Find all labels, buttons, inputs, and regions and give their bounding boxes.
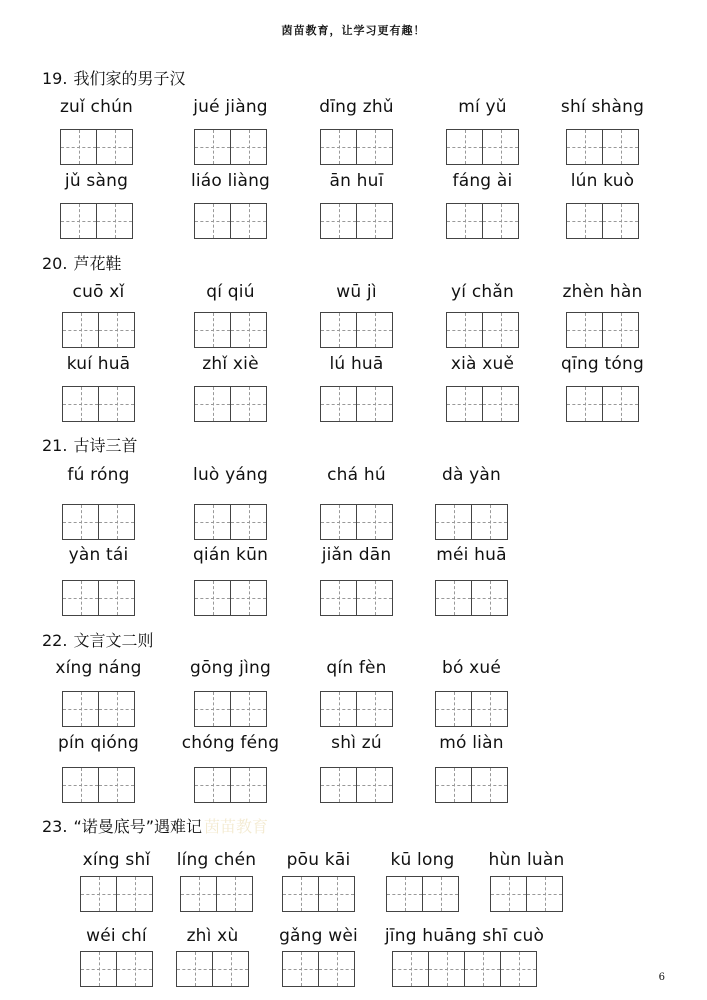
- tianzige-cell[interactable]: [195, 691, 231, 727]
- tianzige-cell[interactable]: [483, 203, 519, 239]
- writing-grid[interactable]: [566, 312, 639, 348]
- tianzige-cell[interactable]: [99, 691, 135, 727]
- tianzige-cell[interactable]: [63, 691, 99, 727]
- tianzige-cell[interactable]: [436, 580, 472, 616]
- tianzige-cell[interactable]: [603, 386, 639, 422]
- pinyin-label: kū long: [390, 850, 455, 870]
- pinyin-label: lú huā: [329, 354, 384, 374]
- writing-grid[interactable]: [62, 386, 135, 422]
- writing-grid[interactable]: [435, 580, 508, 616]
- pinyin-label: yàn tái: [68, 545, 129, 565]
- pinyin-label: jiǎn dān: [321, 545, 392, 565]
- pinyin-label: wū jì: [336, 282, 377, 302]
- writing-grid[interactable]: [62, 312, 135, 348]
- writing-grid[interactable]: [320, 691, 393, 727]
- section-title: [42, 66, 185, 89]
- tianzige-cell[interactable]: [63, 312, 99, 348]
- section-title: [42, 251, 121, 274]
- tianzige-cell[interactable]: [357, 504, 393, 540]
- pinyin-label: kuí huā: [66, 354, 131, 374]
- tianzige-cell[interactable]: [63, 580, 99, 616]
- tianzige-cell[interactable]: [321, 504, 357, 540]
- tianzige-cell[interactable]: [357, 129, 393, 165]
- section-number: 23.: [42, 817, 68, 836]
- tianzige-cell[interactable]: [483, 386, 519, 422]
- section-name: 我们家的男子汉: [73, 69, 186, 88]
- tianzige-cell[interactable]: [81, 876, 117, 912]
- tianzige-cell[interactable]: [472, 767, 508, 803]
- tianzige-cell[interactable]: [231, 312, 267, 348]
- tianzige-cell[interactable]: [195, 129, 231, 165]
- tianzige-cell[interactable]: [195, 386, 231, 422]
- writing-grid[interactable]: [320, 767, 393, 803]
- tianzige-cell[interactable]: [447, 312, 483, 348]
- pinyin-label: zhèn hàn: [562, 282, 643, 302]
- tianzige-cell[interactable]: [387, 876, 423, 912]
- tianzige-cell[interactable]: [321, 580, 357, 616]
- writing-grid[interactable]: [194, 767, 267, 803]
- tianzige-cell[interactable]: [321, 312, 357, 348]
- writing-grid[interactable]: [446, 129, 519, 165]
- pinyin-label: wéi chí: [86, 926, 147, 946]
- tianzige-cell[interactable]: [447, 203, 483, 239]
- writing-grid[interactable]: [62, 691, 135, 727]
- tianzige-cell[interactable]: [357, 203, 393, 239]
- tianzige-cell[interactable]: [357, 312, 393, 348]
- tianzige-cell[interactable]: [321, 203, 357, 239]
- tianzige-cell[interactable]: [177, 951, 213, 987]
- tianzige-cell[interactable]: [63, 386, 99, 422]
- writing-grid[interactable]: [194, 203, 267, 239]
- tianzige-cell[interactable]: [213, 951, 249, 987]
- writing-grid[interactable]: [194, 129, 267, 165]
- tianzige-cell[interactable]: [472, 691, 508, 727]
- section-name: 文言文二则: [73, 631, 154, 650]
- tianzige-cell[interactable]: [321, 767, 357, 803]
- tianzige-cell[interactable]: [61, 129, 97, 165]
- tianzige-cell[interactable]: [117, 876, 153, 912]
- tianzige-cell[interactable]: [357, 580, 393, 616]
- tianzige-cell[interactable]: [99, 767, 135, 803]
- tianzige-cell[interactable]: [603, 312, 639, 348]
- section-title: [42, 433, 137, 456]
- tianzige-cell[interactable]: [436, 691, 472, 727]
- pinyin-label: fáng ài: [452, 171, 513, 191]
- writing-grid[interactable]: [62, 580, 135, 616]
- writing-grid[interactable]: [566, 129, 639, 165]
- tianzige-cell[interactable]: [319, 951, 355, 987]
- page-number: 6: [658, 972, 665, 983]
- section-number: 22.: [42, 631, 68, 650]
- tianzige-cell[interactable]: [231, 767, 267, 803]
- writing-grid[interactable]: [320, 386, 393, 422]
- pinyin-label: jué jiàng: [193, 97, 268, 117]
- pinyin-label: zuǐ chún: [59, 97, 134, 117]
- tianzige-cell[interactable]: [567, 129, 603, 165]
- writing-grid[interactable]: [435, 504, 508, 540]
- tianzige-cell[interactable]: [181, 876, 217, 912]
- pinyin-label: chóng féng: [181, 733, 280, 753]
- pinyin-label: hùn luàn: [488, 850, 565, 870]
- tianzige-cell[interactable]: [321, 691, 357, 727]
- tianzige-cell[interactable]: [603, 203, 639, 239]
- writing-grid[interactable]: [435, 767, 508, 803]
- tianzige-cell[interactable]: [195, 504, 231, 540]
- pinyin-label: yí chǎn: [451, 282, 514, 302]
- tianzige-cell[interactable]: [283, 951, 319, 987]
- tianzige-cell[interactable]: [99, 504, 135, 540]
- page-header: 茵苗教育，让学习更有趣！: [281, 24, 426, 37]
- tianzige-cell[interactable]: [97, 203, 133, 239]
- writing-grid[interactable]: [566, 203, 639, 239]
- pinyin-label: qīng tóng: [561, 354, 644, 374]
- pinyin-label: dīng zhǔ: [319, 97, 394, 117]
- pinyin-label: luò yáng: [193, 465, 268, 485]
- writing-grid[interactable]: [320, 129, 393, 165]
- pinyin-label: shì zú: [331, 733, 382, 753]
- tianzige-cell[interactable]: [321, 129, 357, 165]
- writing-grid[interactable]: [80, 876, 153, 912]
- writing-grid[interactable]: [62, 504, 135, 540]
- tianzige-cell[interactable]: [429, 951, 465, 987]
- tianzige-cell[interactable]: [447, 386, 483, 422]
- pinyin-label: xià xuě: [450, 354, 515, 374]
- pinyin-label: mó liàn: [439, 733, 504, 753]
- writing-grid[interactable]: [446, 312, 519, 348]
- section-number: 21.: [42, 436, 68, 455]
- tianzige-cell[interactable]: [527, 876, 563, 912]
- tianzige-cell[interactable]: [97, 129, 133, 165]
- section-title: [42, 628, 153, 651]
- tianzige-cell[interactable]: [357, 386, 393, 422]
- tianzige-cell[interactable]: [231, 691, 267, 727]
- tianzige-cell[interactable]: [195, 203, 231, 239]
- pinyin-label: zhì xù: [186, 926, 239, 946]
- tianzige-cell[interactable]: [491, 876, 527, 912]
- tianzige-cell[interactable]: [231, 129, 267, 165]
- tianzige-cell[interactable]: [567, 386, 603, 422]
- section-title: [42, 814, 268, 837]
- tianzige-cell[interactable]: [357, 767, 393, 803]
- tianzige-cell[interactable]: [472, 580, 508, 616]
- tianzige-cell[interactable]: [231, 203, 267, 239]
- watermark: 茵苗教育: [204, 817, 269, 836]
- section-name: 古诗三首: [73, 436, 138, 455]
- pinyin-label: qín fèn: [326, 658, 387, 678]
- pinyin-label: pín qióng: [58, 733, 139, 753]
- writing-grid[interactable]: [60, 129, 133, 165]
- tianzige-cell[interactable]: [393, 951, 429, 987]
- writing-grid[interactable]: [80, 951, 153, 987]
- pinyin-label: liáo liàng: [190, 171, 271, 191]
- pinyin-label: pōu kāi: [286, 850, 351, 870]
- writing-grid[interactable]: [60, 203, 133, 239]
- writing-grid[interactable]: [282, 876, 355, 912]
- writing-grid[interactable]: [386, 876, 459, 912]
- tianzige-cell[interactable]: [483, 312, 519, 348]
- tianzige-cell[interactable]: [231, 580, 267, 616]
- tianzige-cell[interactable]: [117, 951, 153, 987]
- pinyin-label: qí qiú: [206, 282, 255, 302]
- pinyin-label: cuō xǐ: [72, 282, 125, 302]
- section-number: 19.: [42, 69, 68, 88]
- pinyin-label: ān huī: [329, 171, 384, 191]
- tianzige-cell[interactable]: [217, 876, 253, 912]
- writing-grid[interactable]: [194, 691, 267, 727]
- tianzige-cell[interactable]: [567, 312, 603, 348]
- tianzige-cell[interactable]: [99, 580, 135, 616]
- writing-grid[interactable]: [320, 504, 393, 540]
- pinyin-label: dà yàn: [441, 465, 502, 485]
- writing-grid[interactable]: [194, 312, 267, 348]
- tianzige-cell[interactable]: [99, 312, 135, 348]
- pinyin-label: chá hú: [327, 465, 386, 485]
- writing-grid[interactable]: [180, 876, 253, 912]
- writing-grid[interactable]: [490, 876, 563, 912]
- pinyin-label: mí yǔ: [458, 97, 507, 117]
- tianzige-cell[interactable]: [63, 504, 99, 540]
- tianzige-cell[interactable]: [99, 386, 135, 422]
- pinyin-label: xíng náng: [55, 658, 142, 678]
- tianzige-cell[interactable]: [321, 386, 357, 422]
- writing-grid[interactable]: [320, 203, 393, 239]
- pinyin-label: méi huā: [436, 545, 507, 565]
- pinyin-label: bó xué: [441, 658, 502, 678]
- tianzige-cell[interactable]: [447, 129, 483, 165]
- tianzige-cell[interactable]: [567, 203, 603, 239]
- pinyin-label: gōng jìng: [190, 658, 271, 678]
- tianzige-cell[interactable]: [501, 951, 537, 987]
- tianzige-cell[interactable]: [357, 691, 393, 727]
- section-number: 20.: [42, 254, 68, 273]
- writing-grid[interactable]: [194, 580, 267, 616]
- pinyin-label: qián kūn: [192, 545, 269, 565]
- section-name: 芦花鞋: [73, 254, 122, 273]
- tianzige-cell[interactable]: [63, 767, 99, 803]
- tianzige-cell[interactable]: [436, 504, 472, 540]
- writing-grid[interactable]: [392, 951, 537, 987]
- tianzige-cell[interactable]: [195, 767, 231, 803]
- pinyin-label: fú róng: [67, 465, 130, 485]
- tianzige-cell[interactable]: [61, 203, 97, 239]
- pinyin-label: shí shàng: [560, 97, 645, 117]
- pinyin-label: jīng huāng shī cuò: [384, 926, 545, 946]
- writing-grid[interactable]: [320, 312, 393, 348]
- pinyin-label: líng chén: [176, 850, 257, 870]
- tianzige-cell[interactable]: [81, 951, 117, 987]
- tianzige-cell[interactable]: [603, 129, 639, 165]
- section-name: “诺曼底号”遇难记: [73, 817, 203, 836]
- pinyin-label: xíng shǐ: [82, 850, 151, 870]
- writing-grid[interactable]: [194, 504, 267, 540]
- writing-grid[interactable]: [62, 767, 135, 803]
- tianzige-cell[interactable]: [283, 876, 319, 912]
- tianzige-cell[interactable]: [231, 504, 267, 540]
- pinyin-label: lún kuò: [570, 171, 635, 191]
- tianzige-cell[interactable]: [319, 876, 355, 912]
- writing-grid[interactable]: [446, 386, 519, 422]
- pinyin-label: zhǐ xiè: [202, 354, 259, 374]
- tianzige-cell[interactable]: [465, 951, 501, 987]
- tianzige-cell[interactable]: [195, 312, 231, 348]
- writing-grid[interactable]: [176, 951, 249, 987]
- pinyin-label: jǔ sàng: [64, 171, 129, 191]
- tianzige-cell[interactable]: [231, 386, 267, 422]
- writing-grid[interactable]: [282, 951, 355, 987]
- tianzige-cell[interactable]: [472, 504, 508, 540]
- writing-grid[interactable]: [566, 386, 639, 422]
- tianzige-cell[interactable]: [195, 580, 231, 616]
- tianzige-cell[interactable]: [436, 767, 472, 803]
- writing-grid[interactable]: [320, 580, 393, 616]
- pinyin-label: gǎng wèi: [279, 926, 358, 946]
- writing-grid[interactable]: [446, 203, 519, 239]
- tianzige-cell[interactable]: [423, 876, 459, 912]
- tianzige-cell[interactable]: [483, 129, 519, 165]
- writing-grid[interactable]: [435, 691, 508, 727]
- writing-grid[interactable]: [194, 386, 267, 422]
